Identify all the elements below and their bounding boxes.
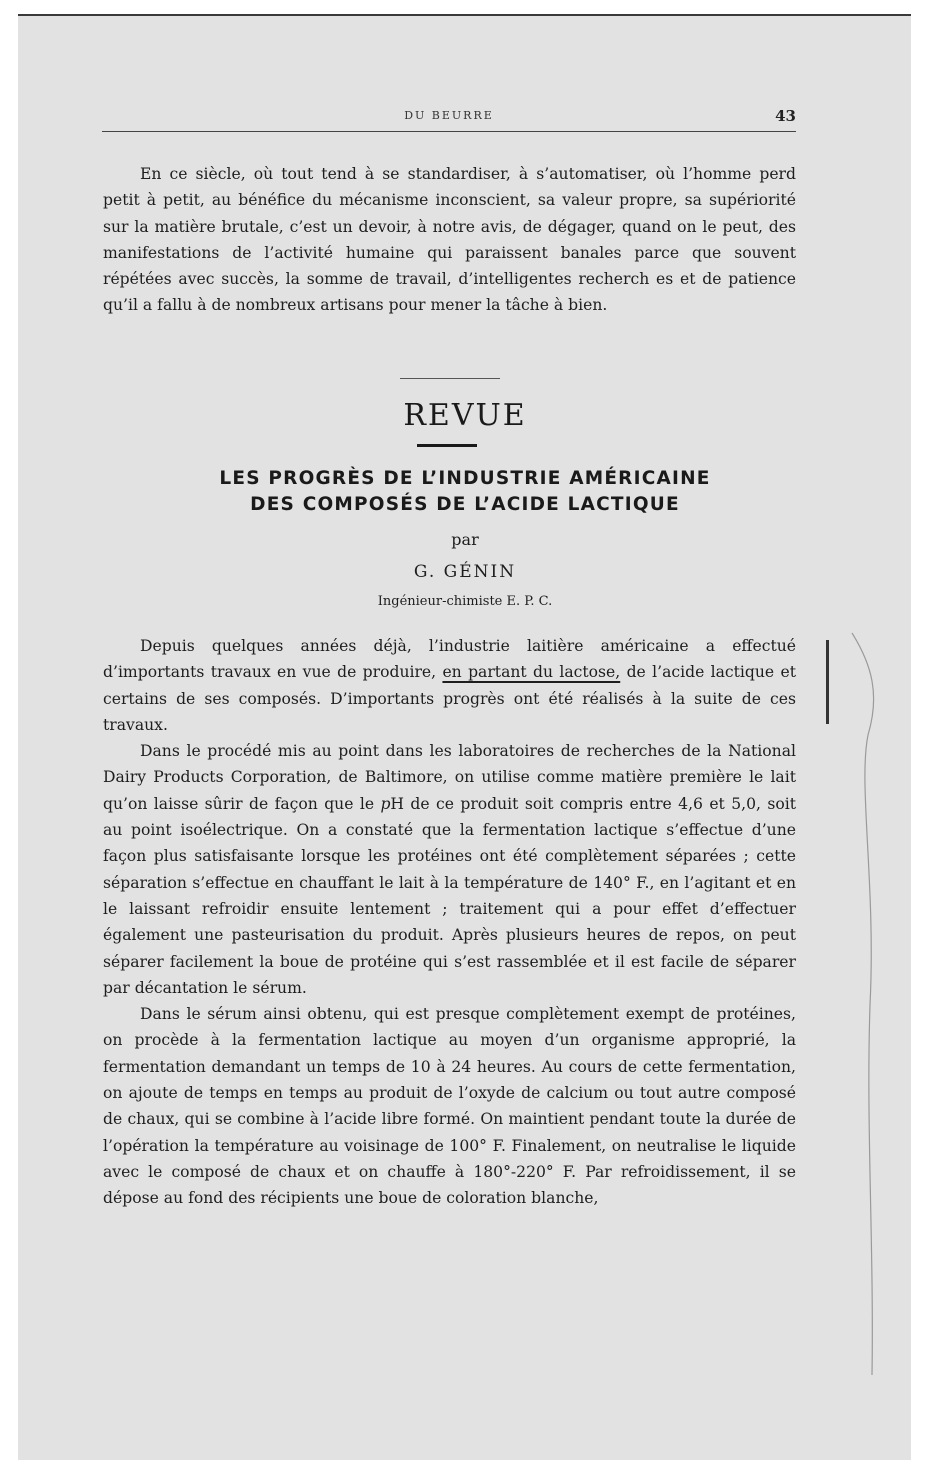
ph-italic-p: p: [380, 794, 391, 813]
title-underline-rule: [417, 444, 477, 447]
paragraph-1-text-b: de l’acide lactique et certains de ses composés. D’importants progrès ont été réalisés à la suite de ces travaux.: [103, 663, 796, 734]
body-paragraph-2: [103, 738, 796, 1001]
intro-text: [103, 161, 796, 319]
separator-rule: [400, 378, 500, 379]
margin-mark-bar: [826, 640, 829, 724]
paragraph-2-text-b: H de ce produit soit compris entre 4,6 et 5,0, soit au point isoélectrique. On a constaté que la fermentation lactique s’effectue d’une façon plus satisfaisante lorsque les protéines ont été complètement séparées ; cette séparation s’effectue en chauffant le lait à la température de 140° F., en l’agitant et en le laissant refroidir ensuite lentement ; traitement qui a pour effet d’effectuer également une pasteurisation du produit. Après plusieurs heures de repos, on peut séparer facilement la boue de protéine qui s’est rassemblée et il est facile de séparer par décantation le sérum.: [103, 794, 796, 997]
margin-pencil-curve: [850, 625, 890, 1385]
page-number: 43: [775, 107, 796, 125]
byline: par: [451, 530, 479, 549]
article-title-line-1: LES PROGRÈS DE L’INDUSTRIE AMÉRICAINE: [219, 468, 711, 489]
author-name: G. GÉNIN: [413, 562, 517, 582]
intro-paragraph: En ce siècle, où tout tend à se standardiser, à s’automatiser, où l’homme perd petit à petit, au bénéfice du mécanisme inconscient, sa valeur propre, sa supériorité sur la matière brutale, c’est un devoir, à notre avis, de dégager, quand on le peut, des manifestations de l’activité humaine qui paraissent banales parce que souvent répétées avec succès, la somme de travail, d’intelligentes recherch es et de patience qu’il a fallu à de nombreux artisans pour mener la tâche à bien.: [103, 165, 796, 315]
paragraph-1-text-a: Depuis quelques années déjà, l’industrie laitière américaine a effectué d’importants travaux en vue de produire,: [103, 637, 796, 682]
body-paragraph-3: Dans le sérum ainsi obtenu, qui est presque complètement exempt de protéines, on procède à la fermentation lactique au moyen d’un organisme approprié, la fermentation demandant un temps de 10 à 24 heures. Au cours de cette fermentation, on ajoute de temps en temps au produit de l’oxyde de calcium ou tout autre composé de chaux, qui se combine à l’acide libre formé. On maintient pendant toute la durée de l’opération la température au voisinage de 100° F. Finalement, on neutralise le liquide avec le composé de chaux et on chauffe à 180°-220° F. Par refroidissement, il se dépose au fond des récipients une boue de coloration blanche,: [103, 1005, 796, 1208]
author-credentials: Ingénieur-chimiste E. P. C.: [377, 594, 553, 609]
underlined-phrase: en partant du lactose,: [442, 663, 621, 682]
page-header: [102, 107, 796, 132]
section-title: REVUE: [403, 398, 527, 433]
running-title: DU BEURRE: [404, 109, 494, 122]
paragraph-2-text-a: Dans le procédé mis au point dans les laboratoires de recherches de la National Dairy Products Corporation, de Baltimore, on utilise comme matière première le lait qu’on laisse sûrir de façon que le: [103, 742, 796, 813]
article-title-line-2: DES COMPOSÉS DE L’ACIDE LACTIQUE: [250, 494, 680, 515]
article-title: [0, 466, 930, 518]
article-body: [103, 633, 796, 1212]
body-paragraph-1: [103, 633, 796, 738]
